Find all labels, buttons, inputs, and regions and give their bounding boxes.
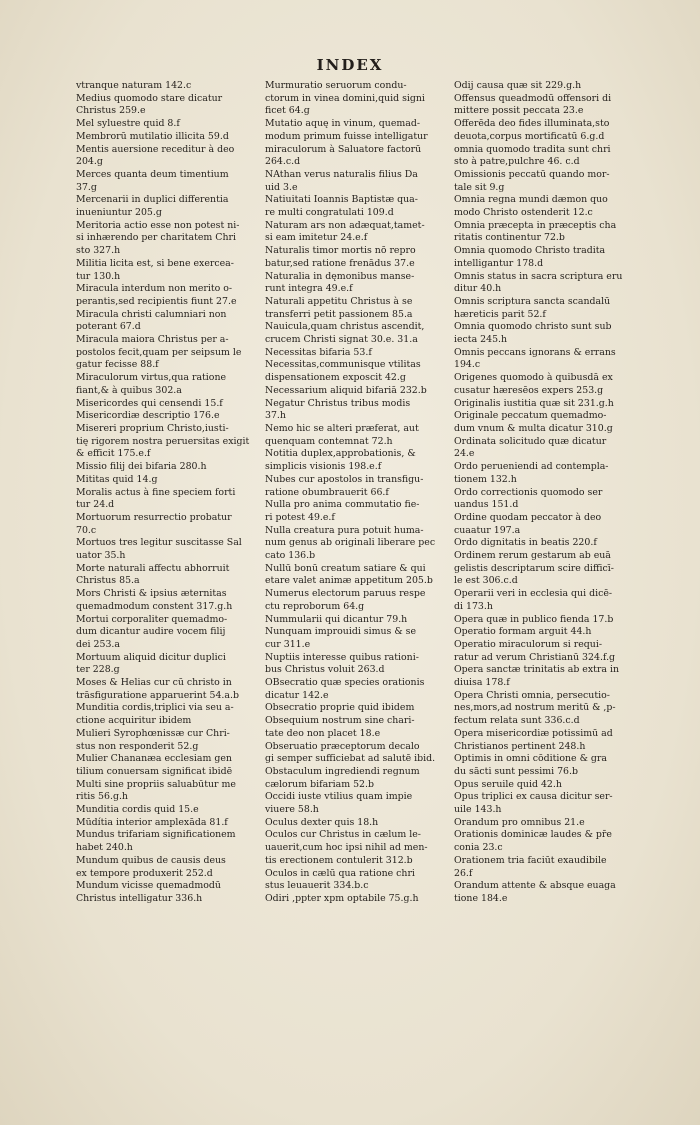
index-entry: Nulla pro anima commutatio fie-	[265, 499, 420, 511]
index-entry: cur 311.e	[265, 638, 311, 650]
index-entry: Necessitas bifaria 53.f	[265, 346, 372, 358]
index-entry: Obstaculum ingrediendi regnum	[265, 765, 420, 777]
index-entry: uid 3.e	[265, 181, 298, 193]
index-entry: Nubes cur apostolos in transfigu-	[265, 473, 424, 485]
index-entry: Naturalia in dęmonibus manse-	[265, 270, 415, 282]
index-entry: Mulier Chananæa ecclesiam gen	[76, 753, 232, 765]
index-entry: quenquam contemnat 72.h	[265, 435, 393, 447]
index-entry: Ordo perueniendi ad contempla-	[454, 461, 609, 473]
index-entry: Offensus queadmodū offensori di	[454, 92, 612, 104]
index-entry: 70.c	[76, 524, 97, 536]
index-entry: Naturam ars non adæquat,tamet-	[265, 219, 425, 231]
index-entry: Oculos cur Christus in cælum le-	[265, 829, 421, 841]
index-column-3	[454, 80, 635, 1080]
index-entry: simplicis visionis 198.e.f	[265, 461, 382, 473]
index-entry: tię rigorem nostra peruersitas exigit	[76, 435, 250, 447]
index-entry: Omissionis peccatū quando mor-	[454, 168, 610, 180]
index-entry: postolos fecit,quam per seipsum le	[76, 346, 242, 358]
index-entry: Meritoria actio esse non potest ni-	[76, 219, 240, 231]
index-entry: tale sit 9.g	[454, 181, 505, 193]
index-entry: modum primum fuisse intelligatur	[265, 130, 428, 142]
index-entry: Opus seruile quid 42.h	[454, 778, 562, 790]
index-entry: gatur fecisse 88.f	[76, 359, 159, 371]
index-entry: Murmuratio seruorum condu-	[265, 80, 407, 91]
index-entry: Miracula christi calumniari non	[76, 308, 227, 320]
index-entry: ratur ad verum Christianū 324.f.g	[454, 651, 616, 663]
index-entry: Mutatio aquę in vinum, quemad-	[265, 118, 421, 130]
index-entry: Omnis peccans ignorans & errans	[454, 346, 616, 358]
index-entry: 204.g	[76, 156, 103, 168]
index-entry: 26.f	[454, 867, 473, 879]
index-entry: Mortuum aliquid dicitur duplici	[76, 651, 226, 663]
index-entry: ex tempore produxerit 252.d	[76, 867, 213, 879]
index-entry: dum dicantur audire vocem filij	[76, 626, 226, 638]
index-entry: Mundus trifariam significationem	[76, 829, 236, 841]
index-entry: Nemo hic se alteri præferat, aut	[265, 422, 419, 434]
index-entry: vtranque naturam 142.c	[76, 80, 192, 91]
index-entry: etare valet animæ appetitum 205.b	[265, 575, 433, 587]
index-entry: gi semper sufficiebat ad salutē ibid.	[265, 753, 436, 765]
index-columns	[76, 80, 636, 1080]
index-entry: Orandum attente & absque euaga	[454, 880, 616, 892]
index-entry: perantis,sed recipientis fiunt 27.e	[76, 295, 237, 307]
index-entry: tione 184.e	[454, 893, 508, 904]
index-entry: Ordinem rerum gestarum ab euā	[454, 550, 611, 562]
index-column-2	[265, 80, 446, 1080]
index-entry: Omnia regna mundi dæmon quo	[454, 194, 608, 206]
index-entry: Opera misericordiæ potissimū ad	[454, 727, 613, 739]
index-entry: tur 130.h	[76, 270, 121, 282]
index-entry: ritis 56.g.h	[76, 791, 128, 803]
index-entry: Nauicula,quam christus ascendit,	[265, 321, 425, 333]
index-entry: Opus triplici ex causa dicitur ser-	[454, 791, 613, 803]
index-entry: Moses & Helias cur cū christo in	[76, 677, 232, 689]
index-entry: Obsecratio proprie quid ibidem	[265, 702, 415, 714]
index-entry: Opera sanctæ trinitatis ab extra in	[454, 664, 619, 676]
index-entry: Mercenarii in duplici differentia	[76, 194, 229, 206]
index-entry: cato 136.b	[265, 550, 316, 562]
index-entry: Misereri proprium Christo,iusti-	[76, 422, 229, 434]
index-entry: Christus 85.a	[76, 575, 140, 587]
index-entry: uator 35.h	[76, 550, 126, 562]
index-entry: Mulieri Syrophœnissæ cur Chri-	[76, 727, 230, 739]
index-entry: Orationem tria faciūt exaudibile	[454, 854, 607, 866]
index-entry: ficet 64.g	[265, 105, 310, 117]
index-entry: & efficit 175.e.f	[76, 448, 151, 460]
index-entry: Mortuorum resurrectio probatur	[76, 511, 232, 523]
index-entry: Morte naturali affectu abhorruit	[76, 562, 230, 574]
index-entry: tate deo non placet 18.e	[265, 727, 381, 739]
index-entry: mittere possit peccata 23.e	[454, 105, 584, 117]
index-entry: Mortuos tres legitur suscitasse Sal	[76, 537, 242, 549]
index-entry: deuota,corpus mortificatū 6.g.d	[454, 130, 605, 142]
index-entry: Mortui corporaliter quemadmo-	[76, 613, 228, 625]
index-entry: Missio filij dei bifaria 280.h	[76, 461, 207, 473]
index-entry: Moralis actus à fine speciem forti	[76, 486, 236, 498]
index-entry: OBsecratio quæ species orationis	[265, 677, 425, 689]
index-entry: ter 228.g	[76, 664, 120, 676]
index-entry: ratione obumbrauerit 66.f	[265, 486, 389, 498]
page-header: INDEX	[316, 56, 384, 74]
index-entry: fectum relata sunt 336.c.d	[454, 715, 580, 727]
index-entry: stus leuauerit 334.b.c	[265, 880, 369, 892]
index-entry: Mentis auersione receditur à deo	[76, 143, 235, 155]
index-entry: Orandum pro omnibus 21.e	[454, 816, 585, 828]
index-entry: 37.g	[76, 181, 97, 193]
index-entry: Omnia præcepta in præceptis cha	[454, 219, 617, 231]
index-entry: le est 306.c.d	[454, 575, 518, 587]
index-entry: batur,sed ratione frenādus 37.e	[265, 257, 415, 269]
index-entry: ctorum in vinea domini,quid signi	[265, 92, 425, 104]
index-entry: Merces quanta deum timentium	[76, 168, 229, 180]
index-entry: 24.e	[454, 448, 475, 460]
index-entry: bus Christus voluit 263.d	[265, 664, 385, 676]
index-entry: sto à patre,pulchre 46. c.d	[454, 156, 580, 168]
index-entry: 264.c.d	[265, 156, 301, 168]
index-entry: Membrorū mutilatio illicita 59.d	[76, 130, 229, 142]
index-entry: intelligantur 178.d	[454, 257, 544, 269]
index-entry: ritatis continentur 72.b	[454, 232, 565, 244]
index-entry: Oculos in cælū qua ratione chri	[265, 867, 415, 879]
index-entry: Christus 259.e	[76, 105, 146, 117]
index-entry: hæreticis parit 52.f	[454, 308, 546, 320]
index-entry: Optimis in omni cōditione & gra	[454, 753, 607, 765]
index-entry: Omnis status in sacra scriptura eru	[454, 270, 623, 282]
index-entry: Opera Christi omnia, persecutio-	[454, 689, 610, 701]
index-entry: NAthan verus naturalis filius Da	[265, 168, 418, 180]
index-entry: Originale peccatum quemadmo-	[454, 410, 607, 422]
index-entry: ctione acquiritur ibidem	[76, 715, 192, 727]
index-entry: Medius quomodo stare dicatur	[76, 92, 223, 104]
index-entry: stus non responderit 52.g	[76, 740, 199, 752]
index-entry: Necessarium aliquid bifariā 232.b	[265, 384, 427, 396]
index-entry: Nummularii qui dicantur 79.h	[265, 613, 408, 625]
index-entry: tionem 132.h	[454, 473, 517, 485]
index-entry: ri potest 49.e.f	[265, 511, 335, 523]
index-entry: num genus ab originali liberare pec	[265, 537, 436, 549]
index-entry: uile 143.h	[454, 804, 502, 816]
index-entry: Ordo dignitatis in beatis 220.f	[454, 537, 597, 549]
index-entry: trāsfiguratione apparuerint 54.a.b	[76, 689, 239, 701]
index-entry: iecta 245.h	[454, 334, 508, 346]
index-entry: conia 23.c	[454, 842, 503, 854]
index-entry: diuisa 178.f	[454, 677, 510, 689]
index-entry: Offerēda deo fides illuminata,sto	[454, 118, 610, 130]
index-entry: Miracula maiora Christus per a-	[76, 334, 229, 346]
index-entry: si eam imitetur 24.e.f	[265, 232, 368, 244]
index-entry: re multi congratulati 109.d	[265, 207, 394, 219]
index-entry: miraculorum à Saluatore factorū	[265, 143, 422, 155]
index-entry: uauerit,cum hoc ipsi nihil ad men-	[265, 842, 428, 854]
index-entry: Odiri ,ppter xpm optabile 75.g.h	[265, 893, 419, 904]
index-entry: Notitia duplex,approbationis, &	[265, 448, 416, 460]
index-entry: Ordo correctionis quomodo ser	[454, 486, 603, 498]
index-entry: Munditia cordis,triplici via seu a-	[76, 702, 234, 714]
index-entry: quemadmodum constent 317.g.h	[76, 600, 233, 612]
index-entry: viuere 58.h	[265, 804, 319, 816]
index-entry: Multi sine propriis saluabūtur me	[76, 778, 236, 790]
index-entry: 37.h	[265, 410, 286, 422]
index-entry: omnia quomodo tradita sunt chri	[454, 143, 611, 155]
index-entry: Munditia cordis quid 15.e	[76, 804, 199, 816]
index-entry: Operatio miraculorum si requi-	[454, 638, 602, 650]
index-entry: Ordine quodam peccator à deo	[454, 511, 602, 523]
index-entry: Omnis scriptura sancta scandalū	[454, 295, 611, 307]
index-entry: Mūdítia interior amplexāda 81.f	[76, 816, 228, 828]
index-entry: Naturalis timor mortis nō repro	[265, 245, 416, 257]
index-entry: Necessitas,communisque vtilitas	[265, 359, 421, 371]
index-entry: gelistis descriptarum scire difficī-	[454, 562, 614, 574]
index-entry: Mititas quid 14.g	[76, 473, 158, 485]
index-entry: Mundum quibus de causis deus	[76, 854, 226, 866]
index-entry: dicatur 142.e	[265, 689, 329, 701]
index-entry: tilium conuersam significat ibidē	[76, 765, 233, 777]
index-entry: Misericordes qui censendi 15.f	[76, 397, 223, 409]
index-entry: crucem Christi signat 30.e. 31.a	[265, 334, 418, 346]
index-entry: Negatur Christus tribus modis	[265, 397, 411, 409]
index-entry: Omnia quomodo Christo tradita	[454, 245, 606, 257]
index-entry: Nunquam improuidi simus & se	[265, 626, 417, 638]
index-entry: fiant,& à quibus 302.a	[76, 384, 182, 396]
index-entry: Misericordiæ descriptio 176.e	[76, 410, 220, 422]
index-entry: Originalis iustitia quæ sit 231.g.h	[454, 397, 614, 409]
index-entry: Orationis dominicæ laudes & pr̄e	[454, 829, 612, 841]
index-entry: cælorum bifariam 52.b	[265, 778, 375, 790]
index-entry: Omnia quomodo christo sunt sub	[454, 321, 612, 333]
index-entry: nes,mors,ad nostrum meritū & ,p-	[454, 702, 616, 714]
index-entry: Oculus dexter quis 18.h	[265, 816, 379, 828]
index-entry: dum vnum & multa dicatur 310.g	[454, 422, 613, 434]
index-entry: tis erectionem contulerit 312.b	[265, 854, 413, 866]
index-entry: Operatio formam arguit 44.h	[454, 626, 592, 638]
index-entry: dispensationem exposcit 42.g	[265, 372, 406, 384]
index-entry: cuaatur 197.a	[454, 524, 521, 536]
index-entry: poterant 67.d	[76, 321, 141, 333]
index-entry: ctu reproborum 64.g	[265, 600, 365, 612]
index-entry: 194.c	[454, 359, 481, 371]
index-entry: du sācti sunt pessimi 76.b	[454, 765, 578, 777]
index-entry: Ordinata solicitudo quæ dicatur	[454, 435, 607, 447]
index-entry: ditur 40.h	[454, 283, 502, 295]
index-entry: di 173.h	[454, 600, 493, 612]
index-entry: Naturali appetitu Christus à se	[265, 295, 413, 307]
index-entry: si inhærendo per charitatem Chri	[76, 232, 236, 244]
index-entry: Nullū bonū creatum satiare & qui	[265, 562, 426, 574]
index-entry: modo Christo ostenderit 12.c	[454, 207, 593, 219]
index-entry: dei 253.a	[76, 638, 120, 650]
index-entry: inueniuntur 205.g	[76, 207, 162, 219]
index-entry: transferri petit passionem 85.a	[265, 308, 413, 320]
index-entry: Mel syluestre quid 8.f	[76, 118, 180, 130]
index-entry: tur 24.d	[76, 499, 115, 511]
index-entry: Christus intelligatur 336.h	[76, 893, 203, 904]
index-entry: Miracula interdum non merito o-	[76, 283, 233, 295]
index-entry: Natiuitati Ioannis Baptistæ qua-	[265, 194, 418, 206]
index-entry: Christianos pertinent 248.h	[454, 740, 586, 752]
index-entry: Nuptiis interesse quibus rationi-	[265, 651, 419, 663]
index-entry: uandus 151.d	[454, 499, 519, 511]
index-column-1	[76, 80, 257, 1080]
index-entry: runt integra 49.e.f	[265, 283, 353, 295]
index-entry: Occidi iuste vtilius quam impie	[265, 791, 413, 803]
index-entry: Mundum vicisse quemadmodū	[76, 880, 221, 892]
index-entry: Mors Christi & ipsius æternitas	[76, 588, 227, 600]
index-entry: Origenes quomodo à quibusdā ex	[454, 372, 613, 384]
index-entry: Obseruatio præceptorum decalo	[265, 740, 420, 752]
index-entry: Numerus electorum paruus respe	[265, 588, 426, 600]
index-entry: habet 240.h	[76, 842, 133, 854]
index-entry: Miraculorum virtus,qua ratione	[76, 372, 227, 384]
index-entry: sto 327.h	[76, 245, 121, 257]
index-entry: Nulla creatura pura potuit huma-	[265, 524, 424, 536]
index-entry: cusatur hæresēos expers 253.g	[454, 384, 604, 396]
index-entry: Operarii veri in ecclesia qui dicē-	[454, 588, 613, 600]
index-entry: Obsequium nostrum sine chari-	[265, 715, 415, 727]
index-entry: Odij causa quæ sit 229.g.h	[454, 80, 582, 91]
index-entry: Militia licita est, si bene exercea-	[76, 257, 234, 269]
index-entry: Opera quæ in publico fienda 17.b	[454, 613, 614, 625]
